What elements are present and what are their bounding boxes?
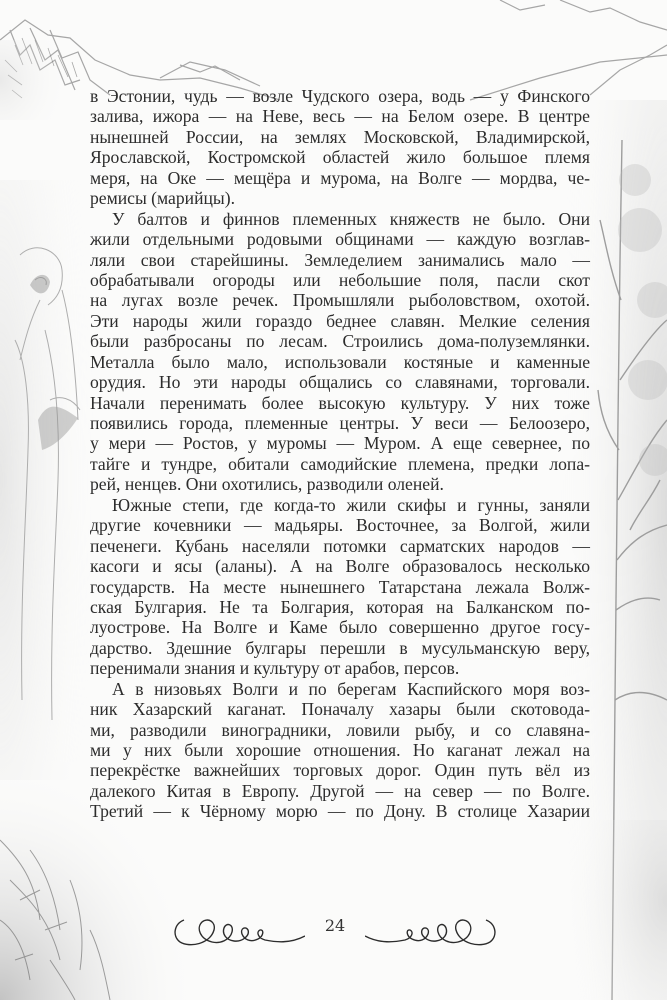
text-line: на лугах возле речек. Промышляли рыболовством, охотой. [90,290,590,311]
text-line: далекого Китая в Европу. Другой — на север — по Волге. [90,780,590,801]
text-line: ская Булгария. Не та Болгария, которая на Балканском по- [90,596,590,617]
text-line: нынешней России, на землях Московской, Владимирской, [90,126,590,147]
text-line: Третий — к Чёрному морю — по Дону. В столице Хазарии [90,801,590,822]
text-line: ляли свои старейшины. Земледелием занимались мало — [90,249,590,270]
text-line: рей, ненцев. Они охотились, разводили оленей. [90,474,444,495]
text-line: дарство. Здешние булгары перешли в мусульманскую веру, [90,637,590,658]
mountains-sketch [0,0,667,100]
text-line: перенимали знания и культуру от арабов, персов. [90,658,460,679]
text-line: орудия. Но эти народы общались со славянами, торговали. [90,372,590,393]
text-line: в Эстонии, чудь — возле Чудского озера, водь — у Финского [90,86,590,106]
left-flourish-icon [170,914,305,954]
text-line: У балтов и финнов племенных княжеств не было. Они [112,208,590,229]
text-line: залива, ижора — на Неве, весь — на Белом озере. В центре [90,106,590,127]
text-line: государств. На месте нынешнего Татарстана лежала Волж- [90,576,590,597]
text-line: ми, разводили виноградники, ловили рыбу, и со славяна- [90,719,590,740]
text-line: перекрёстке важнейших торговых дорог. Один путь вёл из [90,760,590,781]
text-line: А в низовьях Волги и по берегам Каспийского моря воз- [112,678,590,699]
text-line: меря, на Оке — мещёра и мурома, на Волге — мордва, че- [90,167,590,188]
elder-figure-sketch [0,180,95,780]
paragraph [90,209,590,495]
text-line: другие кочевники — мадьяры. Восточнее, за Волгой, жили [90,515,590,536]
text-line: появились города, племенные центры. У веси — Белоозеро, [90,413,590,433]
text-line: ник Хазарский каганат. Поначалу хазары были скотовода- [90,699,590,720]
text-line: обрабатывали огороды или небольшие поля, пасли скот [90,269,590,290]
text-line: луострове. На Волге и Каме было совершенно другое госу- [90,617,590,638]
page-number: 24 [324,916,346,935]
text-line: печенеги. Кубань населяли потомки сарматских народов — [90,535,590,556]
text-line: касоги и ясы (аланы). А на Волге образовалось несколько [90,556,590,577]
text-line: жили отдельными родовыми общинами — каждую возглав- [90,229,590,250]
paragraph [90,679,590,822]
text-line: Эти народы жили гораздо беднее славян. Мелкие селения [90,310,590,331]
text-line: Металла было мало, использовали костяные и каменные [90,351,590,372]
text-line: Южные степи, где когда-то жили скифы и гунны, заняли [112,494,590,515]
page-footer [170,908,500,958]
text-line: ремисы (марийцы). [90,188,235,209]
page-body [90,86,590,822]
text-line: тайге и тундре, обитали самодийские племена, предки лопа- [90,453,590,474]
paragraph [90,495,590,679]
text-line: были разбросаны по лесам. Строились дома-полуземлянки. [90,331,590,352]
text-line: Начали перенимать более высокую культуру. У них тоже [90,392,590,413]
text-line: Ярославской, Костромской областей жило большое племя [90,147,590,168]
text-line: у мери — Ростов, у муромы — Муром. А еще севернее, по [90,433,590,454]
right-flourish-icon [365,914,500,954]
foliage-sketch-right [560,820,667,1000]
text-line: ми у них были хорошие отношения. Но каганат лежал на [90,740,590,760]
paragraph [90,86,590,209]
